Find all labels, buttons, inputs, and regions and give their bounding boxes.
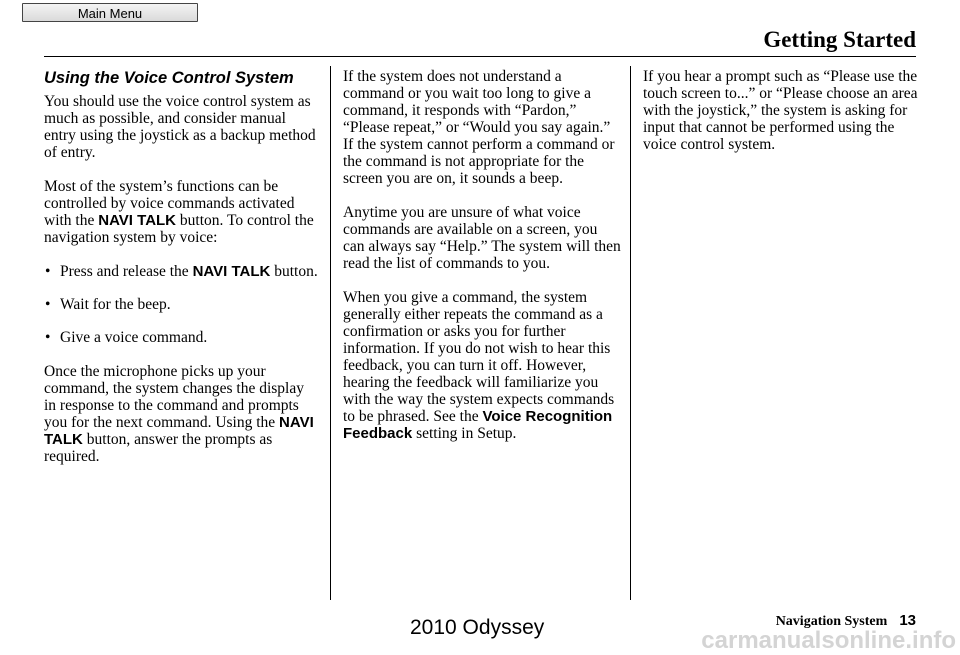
paragraph: If the system does not understand a command or you wait too long to give a command, it responds with “Pardon,” “Please repeat,” or “Would you say again.” If the system cannot perform a command or the command is not appropriate for the screen you are on, it sounds a beep.	[343, 68, 615, 187]
navi-talk-button-term: NAVI TALK	[98, 212, 177, 229]
list-item: • Give a voice command.	[44, 329, 318, 346]
paragraph	[44, 363, 318, 465]
navi-talk-button-term: NAVI TALK	[192, 263, 271, 280]
text-run: Once the microphone picks up your command, the system changes the display in response to the command and prompts you for the next command. Using the	[44, 363, 304, 431]
header-divider	[44, 56, 916, 57]
text-run: button, answer the prompts as required.	[44, 431, 273, 465]
watermark: carmanualsonline.info	[701, 627, 956, 654]
text-run: Most of the system’s functions can be controlled by voice commands activated with the	[44, 178, 295, 229]
footer-section: Navigation System	[775, 614, 888, 629]
text-run: button.	[270, 263, 318, 280]
list-item: • Wait for the beep.	[44, 296, 318, 313]
paragraph	[44, 178, 318, 246]
page-title: Getting Started	[763, 27, 916, 52]
page-number: 13	[899, 612, 916, 629]
paragraph: If you hear a prompt such as “Please use the touch screen to...” or “Please choose an area with the joystick,” the system is asking for input that cannot be performed using the voice control system.	[643, 68, 918, 153]
column-divider	[630, 66, 631, 600]
column-3	[643, 68, 918, 170]
text-run: setting in Setup.	[412, 425, 517, 442]
paragraph: You should use the voice control system as much as possible, and consider manual entry using the joystick as a backup method of entry.	[44, 93, 316, 161]
main-menu-button[interactable]: Main Menu	[22, 3, 198, 22]
navi-talk-button-term: NAVI TALK	[44, 414, 314, 448]
text-run: When you give a command, the system generally either repeats the command as a confirmation or asks you for further information. If you do not wish to hear this feedback, you can turn it off. However, hearing the feedback will familiarize you with the way the system expects commands to be phrased. See the	[343, 289, 615, 425]
column-divider	[330, 66, 331, 600]
text-run: Press and release the	[60, 263, 193, 280]
paragraph: Anytime you are unsure of what voice commands are available on a screen, you can always say “Help.” The system will then read the list of commands to you.	[343, 204, 621, 272]
column-2	[343, 68, 621, 459]
voice-recognition-feedback-term: Voice Recognition Feedback	[343, 408, 613, 442]
paragraph	[343, 289, 621, 442]
footer-model: 2010 Odyssey	[410, 616, 545, 639]
list-item	[44, 263, 318, 280]
instruction-list	[44, 263, 318, 346]
column-1	[44, 68, 318, 482]
text-run: button. To control the navigation system by voice:	[44, 212, 314, 246]
section-heading: Using the Voice Control System	[44, 69, 294, 87]
